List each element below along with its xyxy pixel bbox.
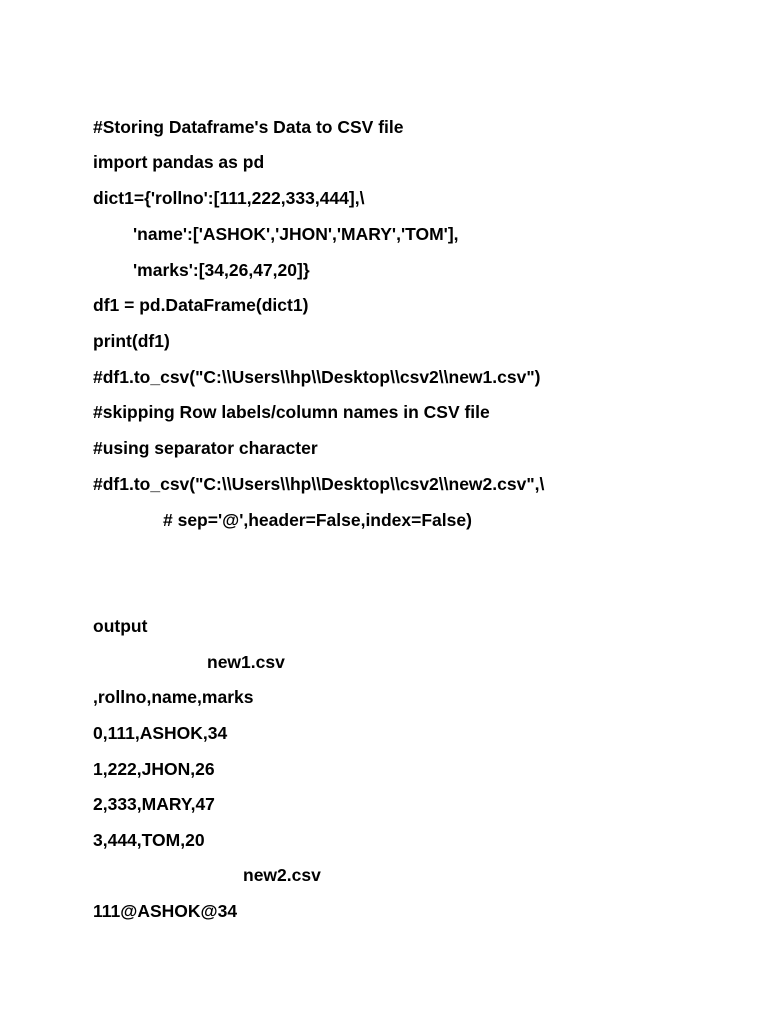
code-line-dict-rollno: dict1={'rollno':[111,222,333,444],\: [93, 188, 365, 208]
code-line-dict-name: 'name':['ASHOK','JHON','MARY','TOM'],: [133, 224, 459, 244]
code-line-sep-args: # sep='@',header=False,index=False): [163, 510, 472, 530]
code-line-to-csv-new2: #df1.to_csv("C:\\Users\\hp\\Desktop\\csv2\\new2.csv",\: [93, 474, 545, 494]
file1-row: 3,444,TOM,20: [93, 830, 205, 850]
code-line-dataframe: df1 = pd.DataFrame(dict1): [93, 295, 309, 315]
code-line-import: import pandas as pd: [93, 152, 265, 172]
code-line-comment-separator: #using separator character: [93, 438, 318, 458]
code-line-dict-marks: 'marks':[34,26,47,20]}: [133, 260, 310, 280]
code-line-comment-title: #Storing Dataframe's Data to CSV file: [93, 117, 404, 137]
file1-row: 2,333,MARY,47: [93, 794, 215, 814]
file1-row: 0,111,ASHOK,34: [93, 723, 228, 743]
code-line-print: print(df1): [93, 331, 170, 351]
file1-row: 1,222,JHON,26: [93, 759, 215, 779]
file2-row: 111@ASHOK@34: [93, 901, 238, 921]
file1-name: new1.csv: [207, 652, 285, 672]
code-line-to-csv-new1: #df1.to_csv("C:\\Users\\hp\\Desktop\\csv2\\new1.csv"): [93, 367, 541, 387]
file2-name: new2.csv: [243, 865, 321, 885]
output-heading: output: [93, 616, 148, 636]
code-line-comment-skipping: #skipping Row labels/column names in CSV file: [93, 402, 490, 422]
file1-header-row: ,rollno,name,marks: [93, 687, 254, 707]
